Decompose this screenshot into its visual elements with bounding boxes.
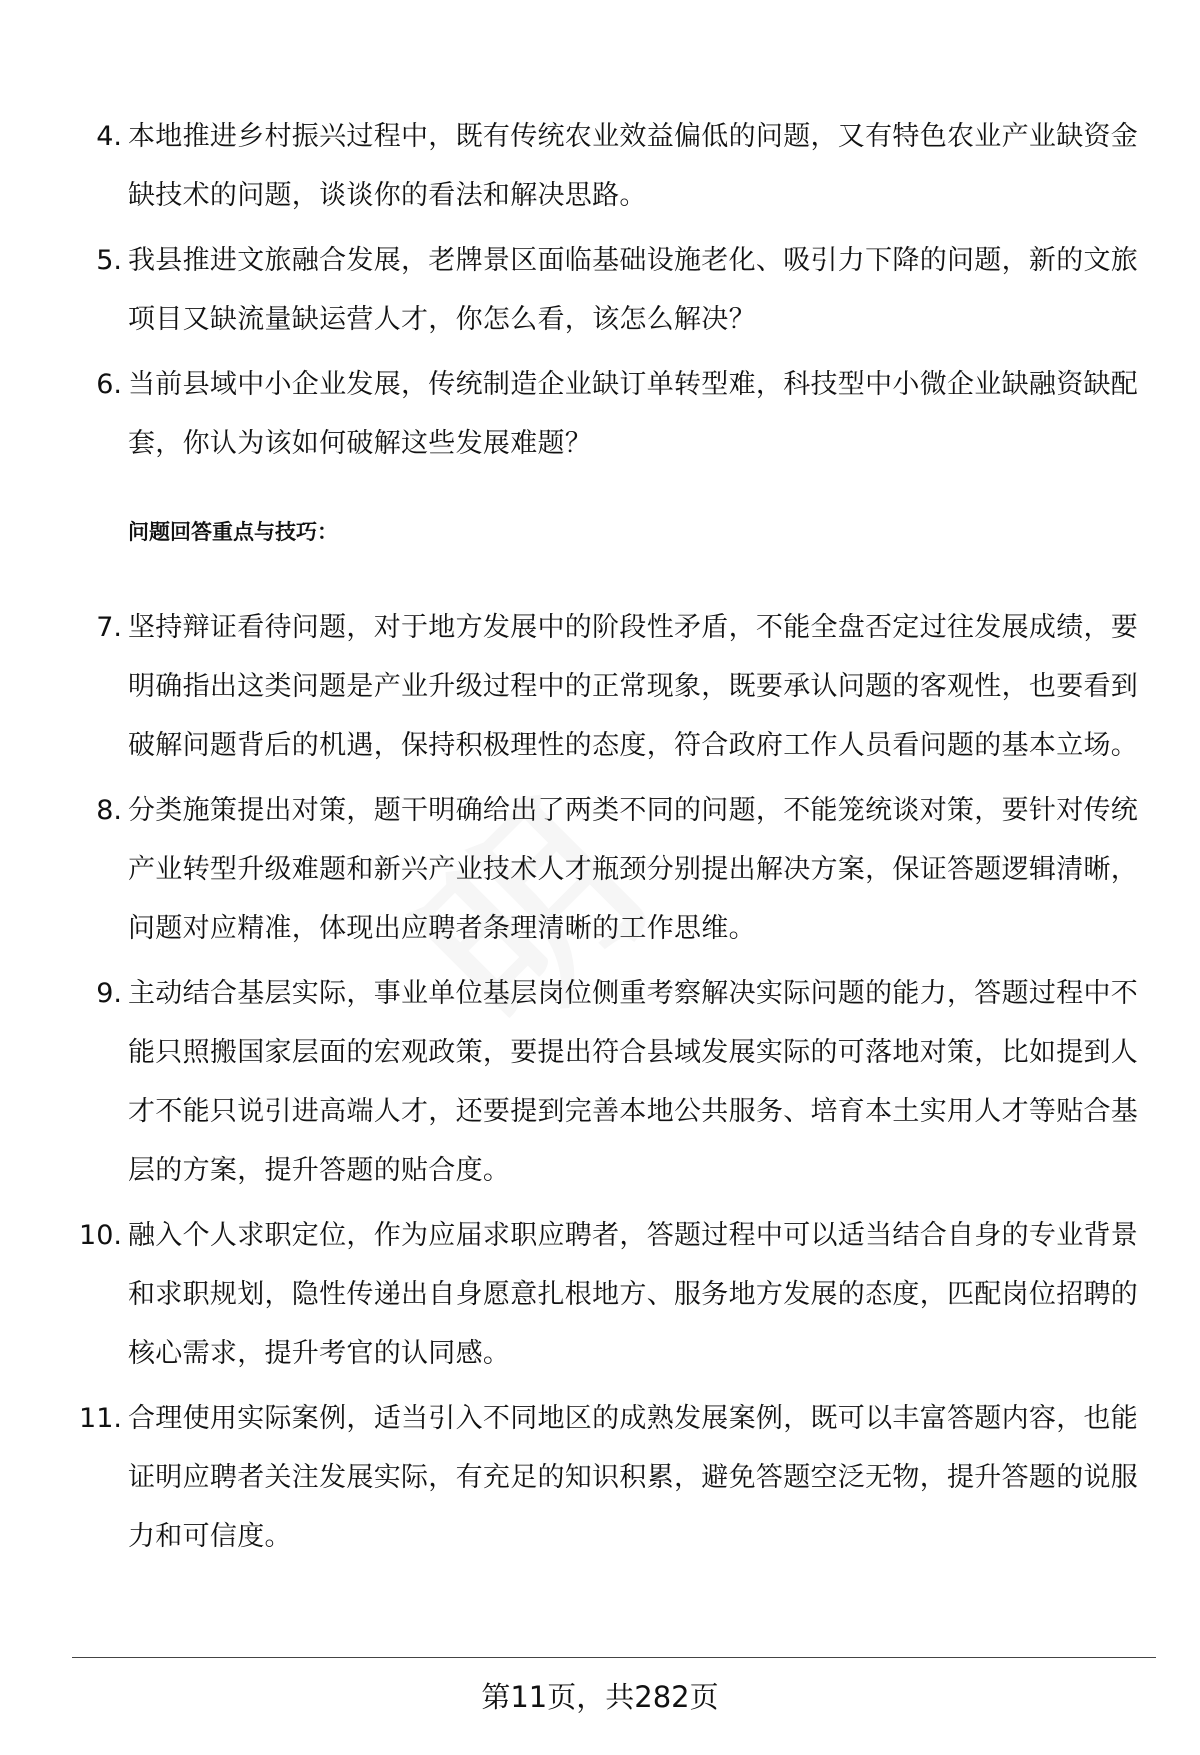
item-text: 当前县域中小企业发展，传统制造企业缺订单转型难，科技型中小微企业缺融资缺配套，你认为该如何破解这些发展难题？ — [128, 369, 1139, 459]
tip-item — [0, 1389, 1200, 1566]
item-text: 主动结合基层实际，事业单位基层岗位侧重考察解决实际问题的能力，答题过程中不能只照搬国家层面的宏观政策，要提出符合县域发展实际的可落地对策，比如提到人才不能只说引进高端人才，还要提到完善本地公共服务、培育本土实用人才等贴合基层的方案，提升答题的贴合度。 — [128, 978, 1139, 1186]
tips-list — [0, 598, 1200, 1572]
tip-item — [0, 1206, 1200, 1383]
item-number: 9. — [96, 978, 122, 1009]
item-text: 我县推进文旅融合发展，老牌景区面临基础设施老化、吸引力下降的问题，新的文旅项目又缺流量缺运营人才，你怎么看，该怎么解决？ — [128, 245, 1139, 335]
item-number: 7. — [96, 612, 122, 643]
item-number: 6. — [96, 369, 122, 400]
item-number: 5. — [96, 245, 122, 276]
item-text: 本地推进乡村振兴过程中，既有传统农业效益偏低的问题，又有特色农业产业缺资金缺技术的问题，谈谈你的看法和解决思路。 — [128, 121, 1139, 211]
item-number: 11. — [79, 1403, 122, 1434]
item-text: 融入个人求职定位，作为应届求职应聘者，答题过程中可以适当结合自身的专业背景和求职规划，隐性传递出自身愿意扎根地方、服务地方发展的态度，匹配岗位招聘的核心需求，提升考官的认同感。 — [128, 1220, 1139, 1369]
item-number: 10. — [79, 1220, 122, 1251]
tip-item — [0, 964, 1200, 1200]
question-item — [0, 231, 1200, 349]
tip-item — [0, 781, 1200, 958]
question-item — [0, 107, 1200, 225]
page-number: 第11页，共282页 — [481, 1680, 719, 1714]
tip-item — [0, 598, 1200, 775]
item-text: 分类施策提出对策，题干明确给出了两类不同的问题，不能笼统谈对策，要针对传统产业转型升级难题和新兴产业技术人才瓶颈分别提出解决方案，保证答题逻辑清晰，问题对应精准，体现出应聘者条理清晰的工作思维。 — [128, 795, 1139, 944]
question-list — [0, 107, 1200, 479]
item-text: 坚持辩证看待问题，对于地方发展中的阶段性矛盾，不能全盘否定过往发展成绩，要明确指出这类问题是产业升级过程中的正常现象，既要承认问题的客观性，也要看到破解问题背后的机遇，保持积极理性的态度，符合政府工作人员看问题的基本立场。 — [128, 612, 1139, 761]
item-number: 4. — [96, 121, 122, 152]
section-heading: 问题回答重点与技巧： — [128, 520, 338, 544]
item-number: 8. — [96, 795, 122, 826]
footer-divider — [72, 1657, 1156, 1658]
question-item — [0, 355, 1200, 473]
item-text: 合理使用实际案例，适当引入不同地区的成熟发展案例，既可以丰富答题内容，也能证明应聘者关注发展实际，有充足的知识积累，避免答题空泛无物，提升答题的说服力和可信度。 — [128, 1403, 1139, 1552]
